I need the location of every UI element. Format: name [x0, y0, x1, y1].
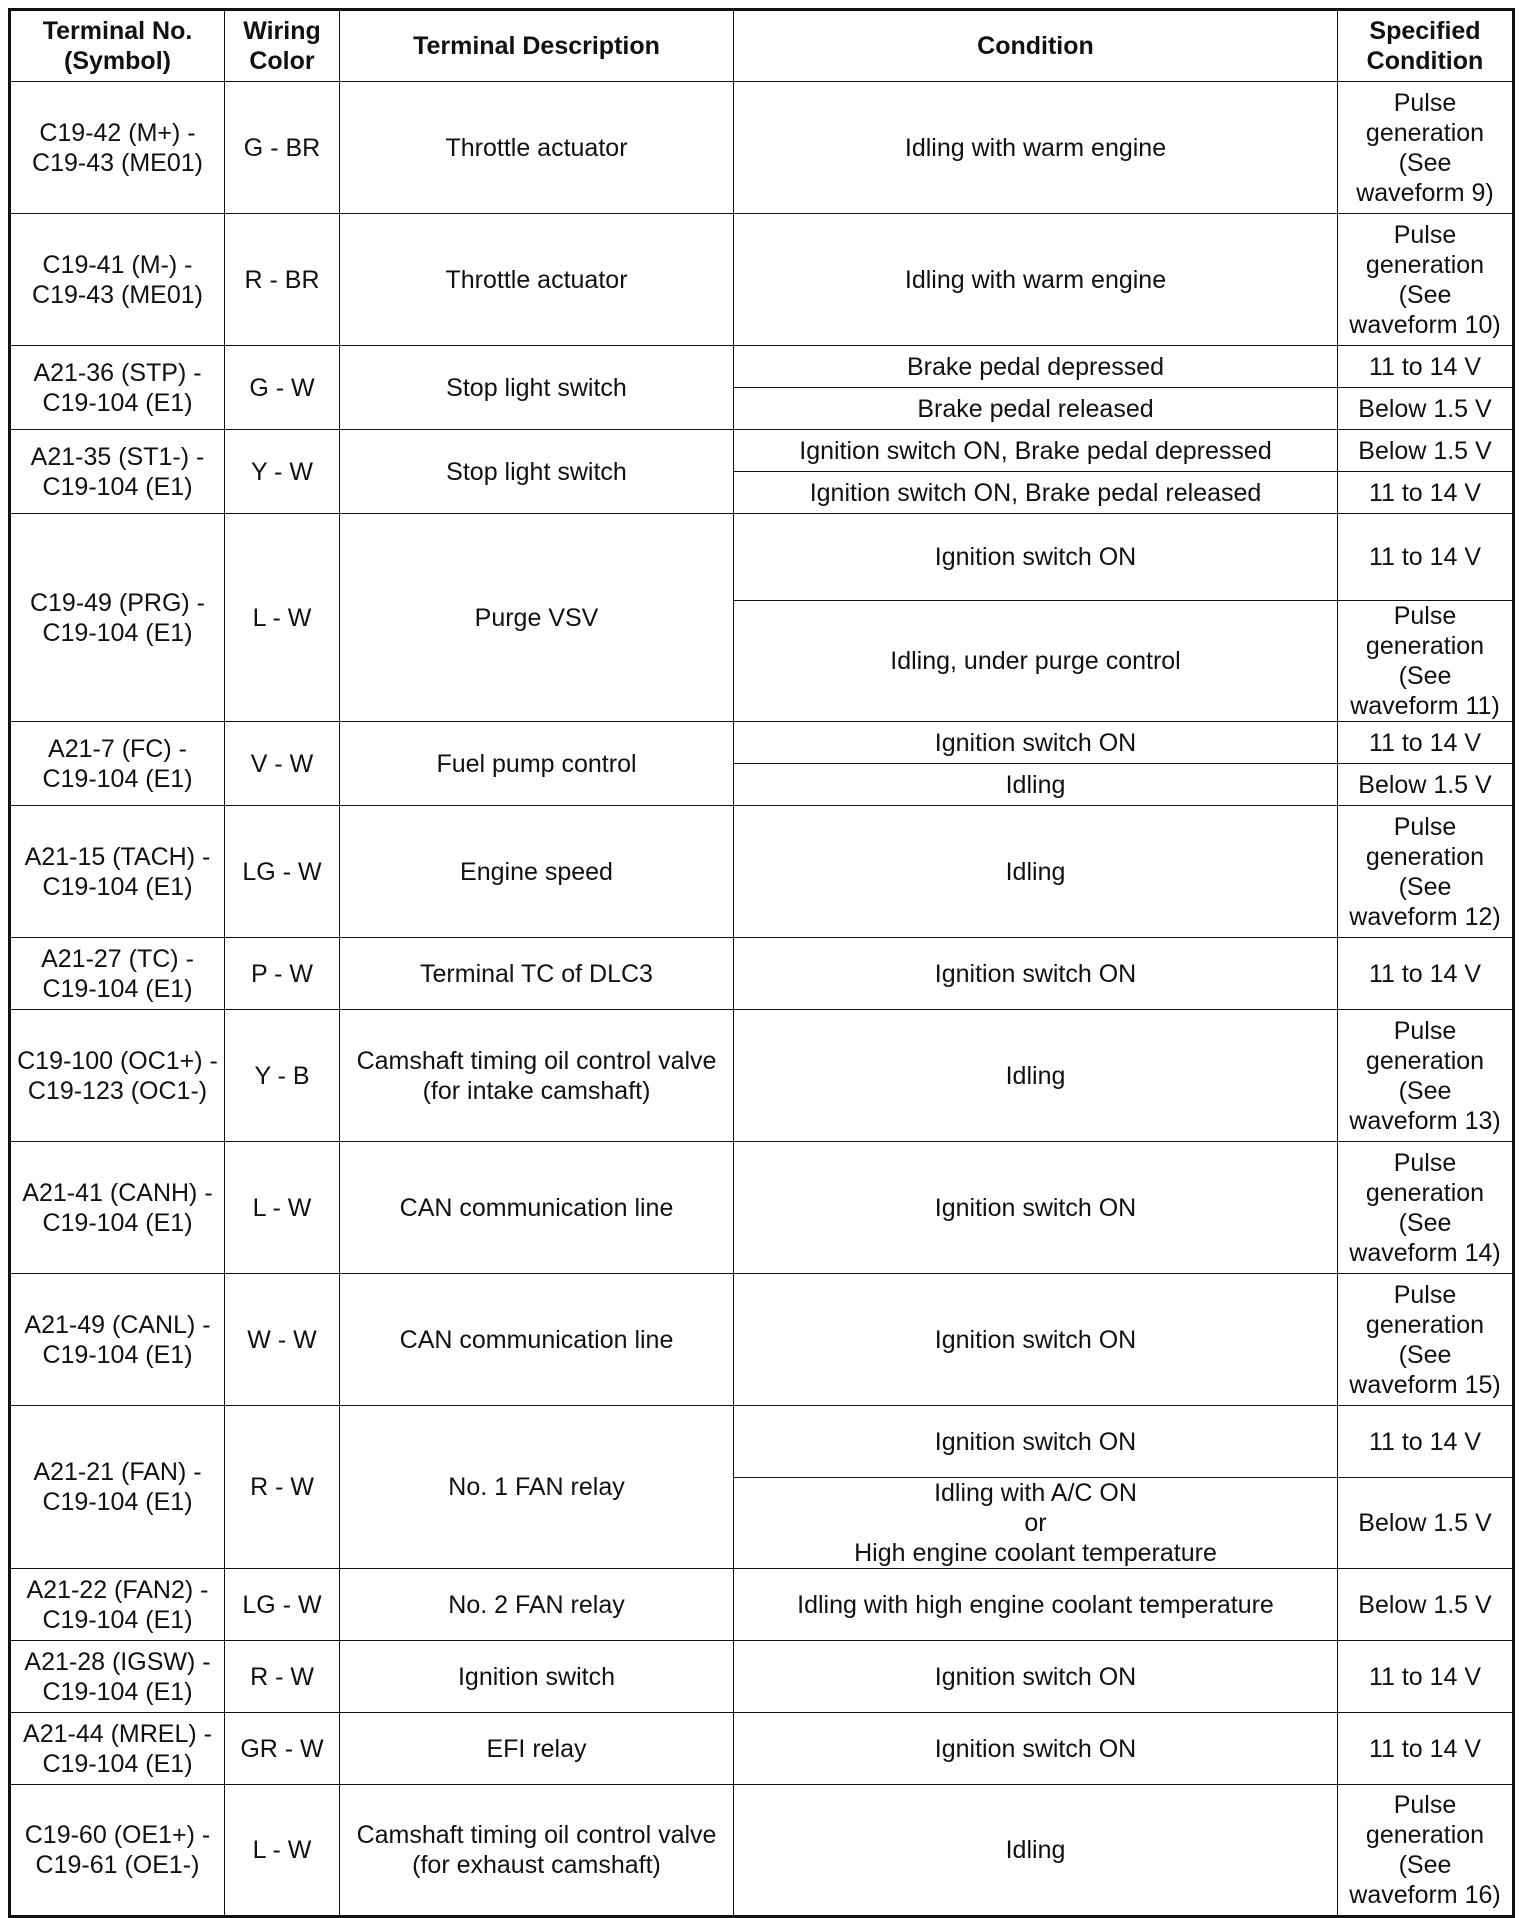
description-cell: Engine speed — [340, 806, 734, 938]
condition-cell: Idling with high engine coolant temperature — [734, 1569, 1338, 1641]
terminal-cell: A21-49 (CANL) - C19-104 (E1) — [10, 1274, 225, 1406]
specified-condition-cell: 11 to 14 V — [1338, 1713, 1514, 1785]
wiring-color-cell: L - W — [225, 514, 340, 722]
specified-condition-cell: 11 to 14 V — [1338, 472, 1514, 514]
wiring-color-cell: Y - B — [225, 1010, 340, 1142]
specified-condition-cell: Pulse generation (See waveform 11) — [1338, 601, 1514, 722]
wiring-color-cell: P - W — [225, 938, 340, 1010]
condition-cell: Idling — [734, 764, 1338, 806]
wiring-color-cell: LG - W — [225, 1569, 340, 1641]
header-specified-condition: Specified Condition — [1338, 10, 1514, 82]
condition-cell: Ignition switch ON, Brake pedal released — [734, 472, 1338, 514]
specified-condition-cell: 11 to 14 V — [1338, 722, 1514, 764]
terminal-cell: A21-36 (STP) - C19-104 (E1) — [10, 346, 225, 430]
terminal-table — [8, 8, 1515, 1918]
terminal-cell: C19-100 (OC1+) - C19-123 (OC1-) — [10, 1010, 225, 1142]
description-cell: Camshaft timing oil control valve (for exhaust camshaft) — [340, 1785, 734, 1917]
specified-condition-cell: Below 1.5 V — [1338, 764, 1514, 806]
description-cell: CAN communication line — [340, 1274, 734, 1406]
condition-cell: Idling — [734, 1785, 1338, 1917]
wiring-color-cell: R - W — [225, 1406, 340, 1569]
wiring-color-cell: LG - W — [225, 806, 340, 938]
condition-cell: Idling with warm engine — [734, 82, 1338, 214]
specified-condition-cell: Pulse generation (See waveform 13) — [1338, 1010, 1514, 1142]
description-cell: Throttle actuator — [340, 82, 734, 214]
header-terminal: Terminal No. (Symbol) — [10, 10, 225, 82]
wiring-color-cell: R - BR — [225, 214, 340, 346]
condition-cell: Ignition switch ON — [734, 514, 1338, 601]
terminal-cell: A21-15 (TACH) - C19-104 (E1) — [10, 806, 225, 938]
specified-condition-cell: Below 1.5 V — [1338, 1478, 1514, 1569]
header-row — [10, 10, 1514, 82]
table-row — [10, 938, 1514, 1010]
specified-condition-cell: Pulse generation (See waveform 14) — [1338, 1142, 1514, 1274]
specified-condition-cell: Pulse generation (See waveform 15) — [1338, 1274, 1514, 1406]
condition-cell: Brake pedal depressed — [734, 346, 1338, 388]
condition-cell: Idling with A/C ON or High engine coolant temperature — [734, 1478, 1338, 1569]
wiring-color-cell: G - BR — [225, 82, 340, 214]
header-terminal-description: Terminal Description — [340, 10, 734, 82]
condition-cell: Ignition switch ON — [734, 1641, 1338, 1713]
table-row — [10, 1785, 1514, 1917]
specified-condition-cell: Below 1.5 V — [1338, 1569, 1514, 1641]
description-cell: EFI relay — [340, 1713, 734, 1785]
terminal-cell: C19-41 (M-) - C19-43 (ME01) — [10, 214, 225, 346]
condition-cell: Ignition switch ON — [734, 1142, 1338, 1274]
specified-condition-cell: 11 to 14 V — [1338, 1406, 1514, 1478]
header-condition: Condition — [734, 10, 1338, 82]
specified-condition-cell: Pulse generation (See waveform 10) — [1338, 214, 1514, 346]
description-cell: Camshaft timing oil control valve (for intake camshaft) — [340, 1010, 734, 1142]
specified-condition-cell: Below 1.5 V — [1338, 430, 1514, 472]
specified-condition-cell: Below 1.5 V — [1338, 388, 1514, 430]
terminal-cell: A21-21 (FAN) - C19-104 (E1) — [10, 1406, 225, 1569]
condition-cell: Ignition switch ON — [734, 1713, 1338, 1785]
terminal-cell: C19-42 (M+) - C19-43 (ME01) — [10, 82, 225, 214]
table-row — [10, 1010, 1514, 1142]
description-cell: Stop light switch — [340, 430, 734, 514]
description-cell: Purge VSV — [340, 514, 734, 722]
condition-cell: Ignition switch ON — [734, 1274, 1338, 1406]
terminal-cell: A21-44 (MREL) - C19-104 (E1) — [10, 1713, 225, 1785]
wiring-color-cell: R - W — [225, 1641, 340, 1713]
wiring-color-cell: L - W — [225, 1142, 340, 1274]
terminal-cell: A21-41 (CANH) - C19-104 (E1) — [10, 1142, 225, 1274]
wiring-color-cell: G - W — [225, 346, 340, 430]
table-row — [10, 346, 1514, 388]
specified-condition-cell: Pulse generation (See waveform 12) — [1338, 806, 1514, 938]
header-wiring-color: Wiring Color — [225, 10, 340, 82]
description-cell: Stop light switch — [340, 346, 734, 430]
table-row — [10, 214, 1514, 346]
table-row — [10, 1274, 1514, 1406]
table-row — [10, 1641, 1514, 1713]
terminal-cell: A21-27 (TC) - C19-104 (E1) — [10, 938, 225, 1010]
condition-cell: Idling — [734, 1010, 1338, 1142]
condition-cell: Idling — [734, 806, 1338, 938]
wiring-color-cell: W - W — [225, 1274, 340, 1406]
condition-cell: Brake pedal released — [734, 388, 1338, 430]
description-cell: CAN communication line — [340, 1142, 734, 1274]
terminal-cell: A21-28 (IGSW) - C19-104 (E1) — [10, 1641, 225, 1713]
condition-cell: Idling with warm engine — [734, 214, 1338, 346]
description-cell: No. 2 FAN relay — [340, 1569, 734, 1641]
table-row — [10, 430, 1514, 472]
table-row — [10, 1569, 1514, 1641]
terminal-cell: A21-7 (FC) - C19-104 (E1) — [10, 722, 225, 806]
table-row — [10, 82, 1514, 214]
description-cell: Throttle actuator — [340, 214, 734, 346]
condition-cell: Ignition switch ON — [734, 1406, 1338, 1478]
table-row — [10, 1713, 1514, 1785]
wiring-color-cell: GR - W — [225, 1713, 340, 1785]
wiring-color-cell: L - W — [225, 1785, 340, 1917]
condition-cell: Ignition switch ON, Brake pedal depressed — [734, 430, 1338, 472]
description-cell: Terminal TC of DLC3 — [340, 938, 734, 1010]
specified-condition-cell: Pulse generation (See waveform 9) — [1338, 82, 1514, 214]
condition-cell: Ignition switch ON — [734, 938, 1338, 1010]
specified-condition-cell: 11 to 14 V — [1338, 514, 1514, 601]
terminal-table-document — [8, 8, 1512, 1909]
table-row — [10, 806, 1514, 938]
table-body — [10, 82, 1514, 1917]
table-row — [10, 1142, 1514, 1274]
wiring-color-cell: V - W — [225, 722, 340, 806]
description-cell: No. 1 FAN relay — [340, 1406, 734, 1569]
terminal-cell: C19-60 (OE1+) - C19-61 (OE1-) — [10, 1785, 225, 1917]
terminal-cell: C19-49 (PRG) - C19-104 (E1) — [10, 514, 225, 722]
description-cell: Ignition switch — [340, 1641, 734, 1713]
table-row — [10, 722, 1514, 764]
specified-condition-cell: 11 to 14 V — [1338, 1641, 1514, 1713]
condition-cell: Idling, under purge control — [734, 601, 1338, 722]
specified-condition-cell: 11 to 14 V — [1338, 346, 1514, 388]
terminal-cell: A21-35 (ST1-) - C19-104 (E1) — [10, 430, 225, 514]
table-row — [10, 514, 1514, 601]
wiring-color-cell: Y - W — [225, 430, 340, 514]
table-row — [10, 1406, 1514, 1478]
terminal-cell: A21-22 (FAN2) - C19-104 (E1) — [10, 1569, 225, 1641]
description-cell: Fuel pump control — [340, 722, 734, 806]
specified-condition-cell: Pulse generation (See waveform 16) — [1338, 1785, 1514, 1917]
condition-cell: Ignition switch ON — [734, 722, 1338, 764]
specified-condition-cell: 11 to 14 V — [1338, 938, 1514, 1010]
